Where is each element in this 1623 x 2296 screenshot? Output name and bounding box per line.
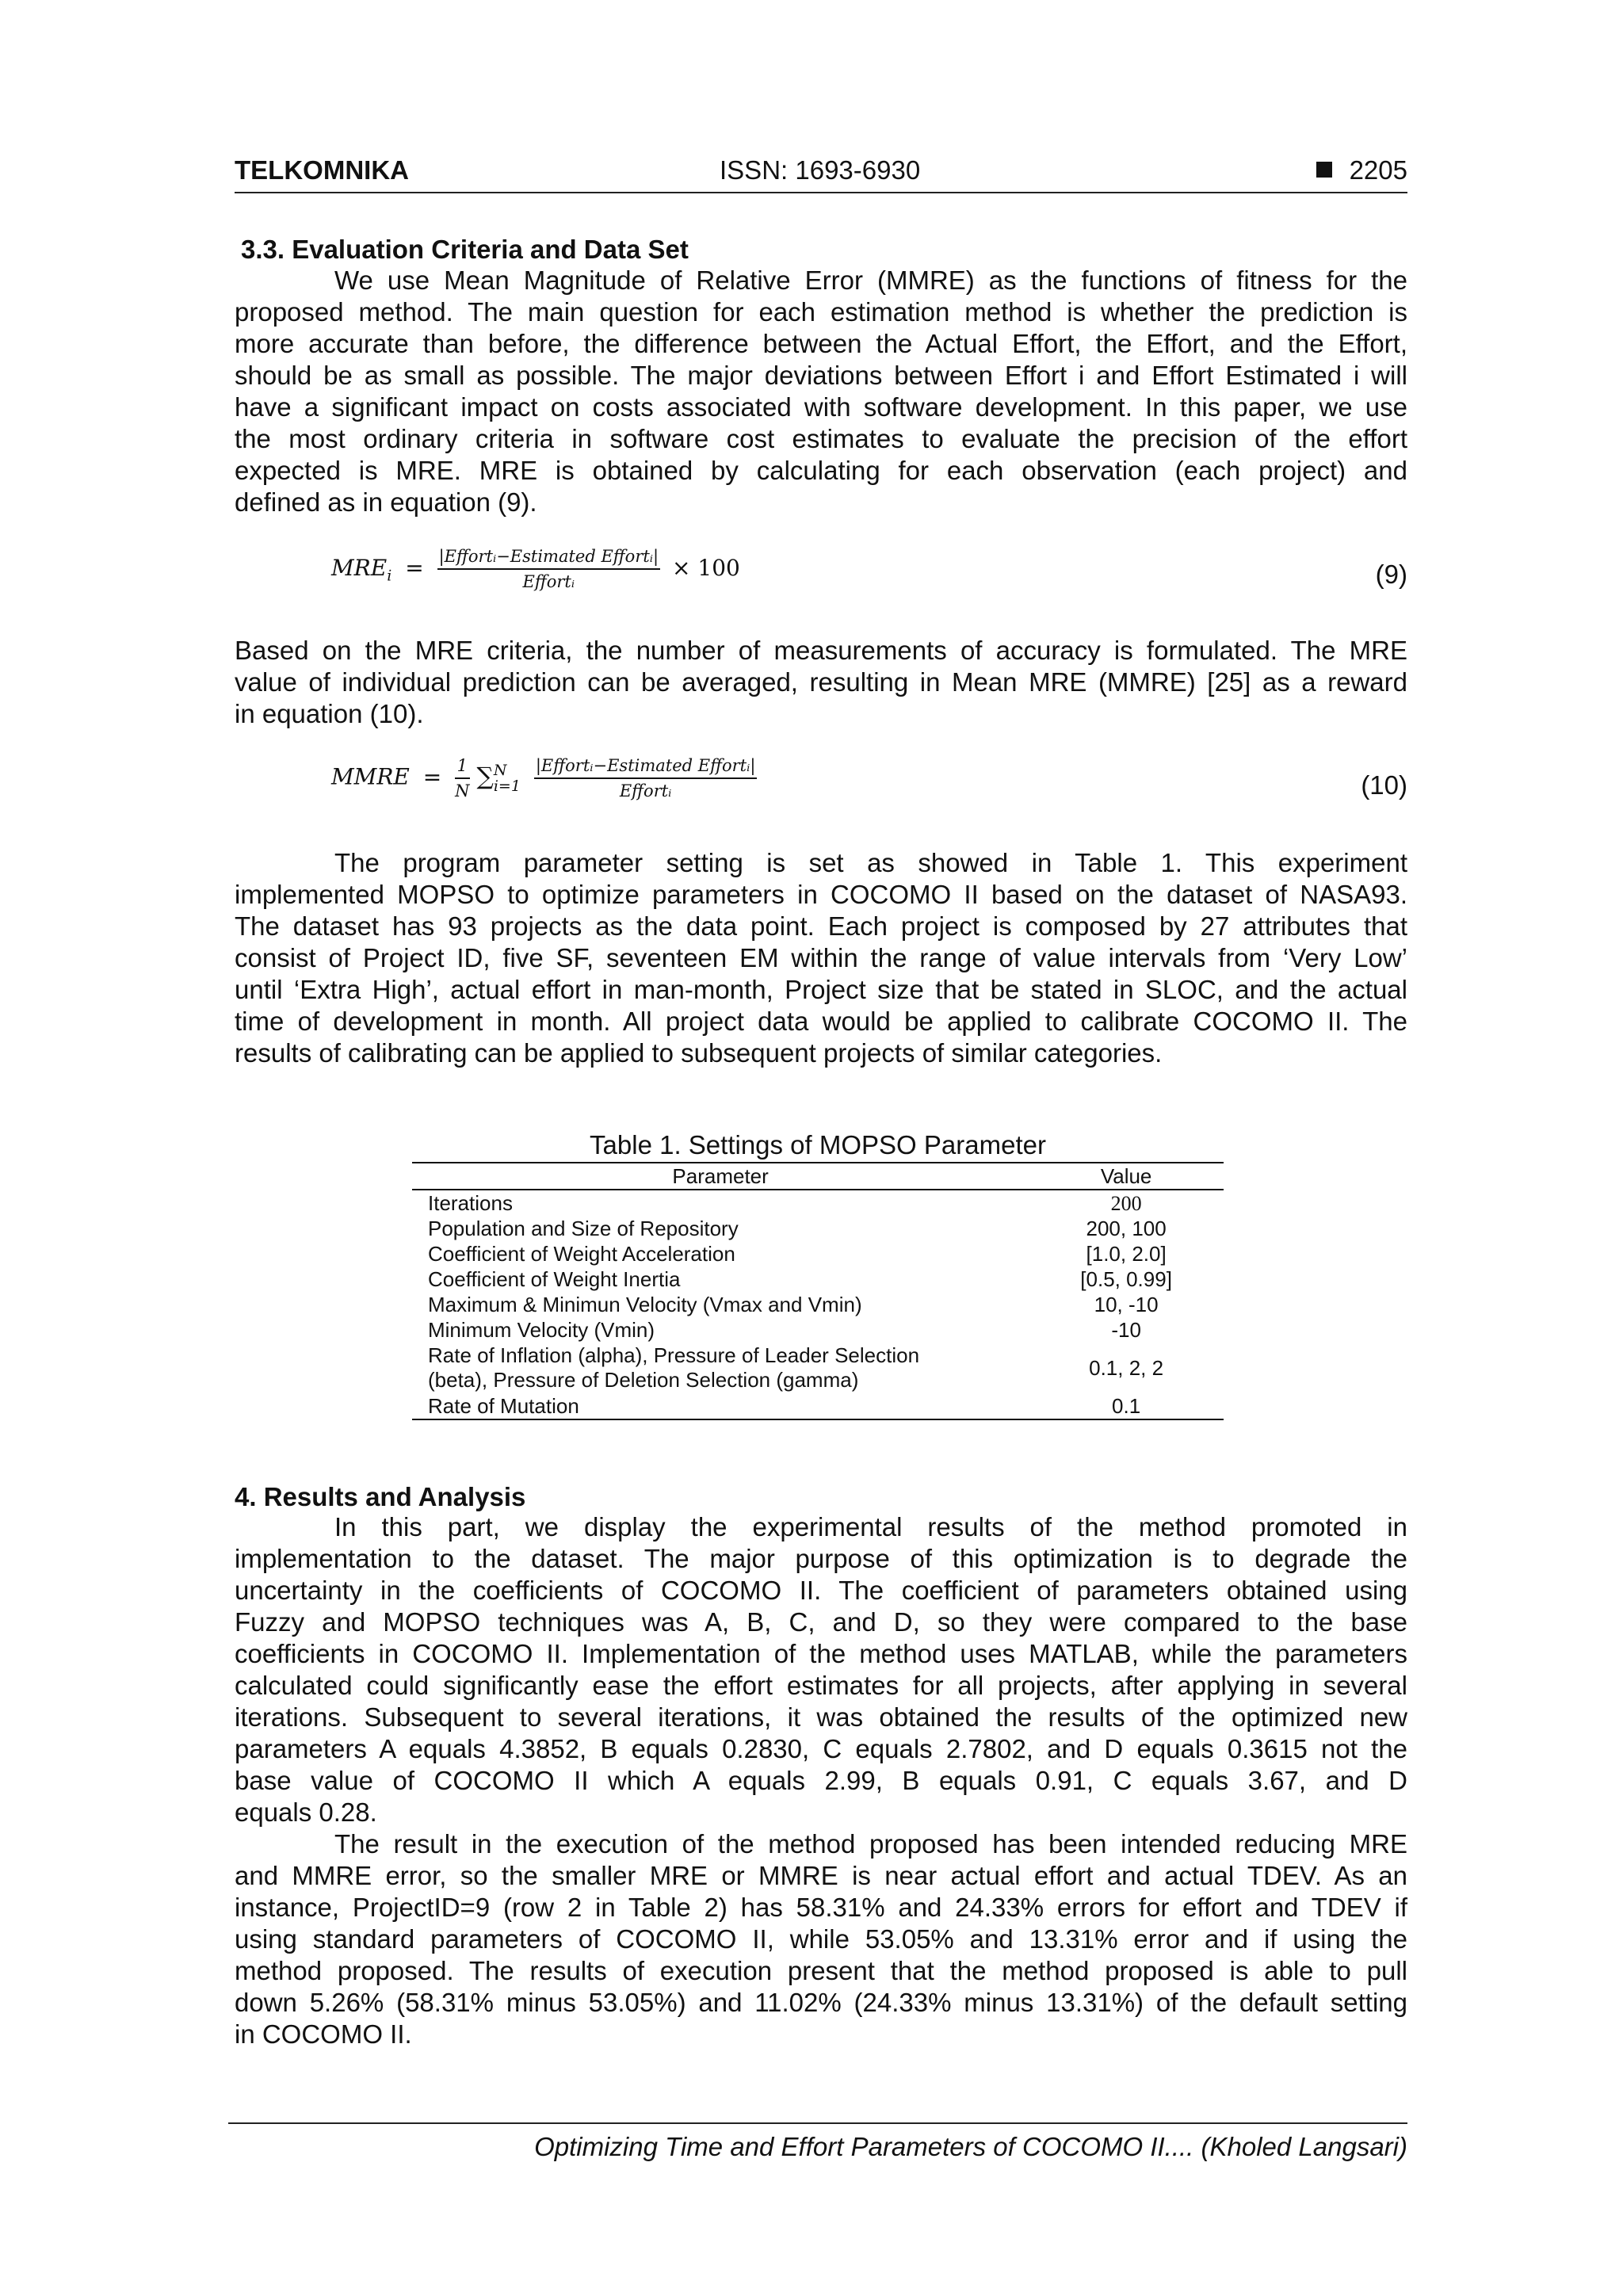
- paragraph-evaluation-criteria: [235, 265, 1407, 518]
- value-cell: [0.5, 0.99]: [1080, 1266, 1172, 1291]
- paragraph-mre-criteria: [235, 635, 1407, 730]
- equation-number-10: (10): [1361, 770, 1407, 800]
- value-cell: -10: [1111, 1317, 1141, 1342]
- text-line: and MMRE error, so the smaller MRE or MMRE is near actual effort and actual TDEV. As an: [235, 1861, 1407, 1890]
- equation-fraction: $\frac{\text{|Effortᵢ−Estimated Effortᵢ|}}{\text{Effortᵢ}}$: [535, 756, 756, 800]
- text-line: Fuzzy and MOPSO techniques was A, B, C, and D, so they were compared to the base: [235, 1607, 1407, 1637]
- text-line: In this part, we display the experimental results of the method promoted in: [334, 1512, 1407, 1541]
- table-row: [412, 1266, 1224, 1292]
- equation-fraction-one-over-n: $\frac{1}{N}$: [455, 756, 470, 800]
- text-line: time of development in month. All project data would be applied to calibrate COCOMO II. The: [235, 1007, 1407, 1036]
- section-heading-3-3: 3.3. Evaluation Criteria and Data Set: [241, 235, 689, 264]
- text-line: coefficients in COCOMO II. Implementation of the method uses MATLAB, while the parameters: [235, 1639, 1407, 1668]
- table-row: [412, 1292, 1224, 1317]
- parameter-cell: Iterations: [428, 1190, 513, 1215]
- value-cell: [1.0, 2.0]: [1086, 1241, 1167, 1266]
- issn: ISSN: 1693-6930: [720, 155, 921, 185]
- text-line: iterations. Subsequent to several iterations, it was obtained the results of the optimized new: [235, 1702, 1407, 1732]
- parameter-cell: Rate of Mutation: [412, 1393, 1029, 1419]
- parameter-cell: Rate of Inflation (alpha), Pressure of Leader Selection (beta), Pressure of Deletion Selection (gamma): [428, 1343, 920, 1392]
- parameter-cell: Maximum & Minimun Velocity (Vmax and Vmin): [428, 1292, 862, 1316]
- column-header-parameter: Parameter: [412, 1163, 1029, 1190]
- parameter-cell: Coefficient of Weight Acceleration: [428, 1241, 735, 1266]
- equation-number-9: (9): [1375, 560, 1407, 589]
- paragraph-program-setting: [235, 847, 1407, 1069]
- equation-9: $MRE_i$ = $\frac{\text{|Effortᵢ−Estimated Effortᵢ|}}{\text{Effortᵢ}}$ × 100: [331, 547, 740, 591]
- value-cell: 200, 100: [1086, 1216, 1167, 1240]
- table-row: [412, 1241, 1224, 1266]
- text-line: expected is MRE. MRE is obtained by calculating for each observation (each project) and: [235, 456, 1407, 485]
- text-line: using standard parameters of COCOMO II, while 53.05% and 13.31% error and if using the: [235, 1924, 1407, 1954]
- text-line: consist of Project ID, five SF, seventeen EM within the range of value intervals from ‘Very Low’: [235, 943, 1407, 972]
- table-row: [412, 1216, 1224, 1241]
- text-line: implementation to the dataset. The major purpose of this optimization is to degrade the: [235, 1544, 1407, 1573]
- value-cell: 0.1, 2, 2: [1089, 1355, 1164, 1380]
- text-line: equals 0.28.: [235, 1797, 377, 1827]
- column-header-value: Value: [1029, 1163, 1224, 1190]
- page-number: 2205: [1349, 155, 1407, 185]
- text-line: method proposed. The results of execution present that the method proposed is able to pull: [235, 1956, 1407, 1985]
- journal-name: TELKOMNIKA: [235, 155, 409, 185]
- text-line: instance, ProjectID=9 (row 2 in Table 2) has 58.31% and 24.33% errors for effort and TDEV if: [235, 1893, 1407, 1922]
- section-heading-4: 4. Results and Analysis: [235, 1482, 526, 1511]
- text-line: We use Mean Magnitude of Relative Error (MMRE) as the functions of fitness for the: [334, 266, 1407, 295]
- text-line: should be as small as possible. The major deviations between Effort i and Effort Estimated i will: [235, 361, 1407, 390]
- table-row: [412, 1190, 1224, 1216]
- mopso-settings-table: [412, 1162, 1224, 1420]
- square-bullet-icon: [1316, 162, 1332, 178]
- text-line: have a significant impact on costs associated with software development. In this paper, we use: [235, 392, 1407, 422]
- equation-10: MMRE = $\frac{1}{N}$ ∑ N i=1 $\frac{\text{|Effortᵢ−Estimated Effortᵢ|}}{\text{Effortᵢ}}$: [331, 756, 756, 800]
- text-line: uncertainty in the coefficients of COCOMO II. The coefficient of parameters obtained using: [235, 1576, 1407, 1605]
- parameter-cell: Coefficient of Weight Inertia: [428, 1266, 681, 1291]
- text-line: calculated could significantly ease the effort estimates for all projects, after applying in several: [235, 1671, 1407, 1700]
- table-row: [412, 1343, 1224, 1393]
- value-cell: 0.1: [1029, 1393, 1224, 1419]
- running-header: [235, 155, 1407, 193]
- paragraph-results-1: [235, 1511, 1407, 1828]
- text-line: the most ordinary criteria in software cost estimates to evaluate the precision of the effort: [235, 424, 1407, 453]
- parameter-cell: Minimum Velocity (Vmin): [428, 1317, 655, 1342]
- text-line: results of calibrating can be applied to subsequent projects of similar categories.: [235, 1038, 1163, 1068]
- text-line: in equation (10).: [235, 699, 424, 728]
- paragraph-results-2: [235, 1828, 1407, 2050]
- text-line: implemented MOPSO to optimize parameters in COCOMO II based on the dataset of NASA93.: [235, 880, 1407, 909]
- text-line: parameters A equals 4.3852, B equals 0.2830, C equals 2.7802, and D equals 0.3615 not the: [235, 1734, 1407, 1763]
- text-line: in COCOMO II.: [235, 2019, 412, 2049]
- text-line: The dataset has 93 projects as the data point. Each project is composed by 27 attributes that: [235, 911, 1407, 941]
- text-line: The program parameter setting is set as showed in Table 1. This experiment: [334, 848, 1407, 877]
- text-line: until ‘Extra High’, actual effort in man-month, Project size that be stated in SLOC, and the actual: [235, 975, 1407, 1004]
- text-line: Based on the MRE criteria, the number of measurements of accuracy is formulated. The MRE: [235, 636, 1407, 665]
- value-cell: 10, -10: [1094, 1292, 1159, 1316]
- page-number-block: [1316, 155, 1407, 185]
- text-line: proposed method. The main question for each estimation method is whether the prediction is: [235, 297, 1407, 327]
- text-line: more accurate than before, the difference between the Actual Effort, the Effort, and the Effort,: [235, 329, 1407, 358]
- table-row: [412, 1393, 1224, 1419]
- running-footer: [228, 2122, 1407, 2161]
- equation-lhs: $MRE_i$: [331, 554, 392, 585]
- text-line: down 5.26% (58.31% minus 53.05%) and 11.02% (24.33% minus 13.31%) of the default setting: [235, 1988, 1407, 2017]
- text-line: base value of COCOMO II which A equals 2.99, B equals 0.91, C equals 3.67, and D: [235, 1766, 1407, 1795]
- footer-title: Optimizing Time and Effort Parameters of COCOMO II.... (Kholed Langsari): [534, 2132, 1407, 2161]
- text-line: The result in the execution of the method proposed has been intended reducing MRE: [334, 1829, 1407, 1859]
- parameter-cell: Population and Size of Repository: [428, 1216, 739, 1240]
- text-line: defined as in equation (9).: [235, 487, 537, 517]
- equation-fraction: $\frac{\text{|Effortᵢ−Estimated Effortᵢ|}}{\text{Effortᵢ}}$: [438, 547, 659, 591]
- value-cell: 200: [1110, 1191, 1142, 1215]
- text-line: value of individual prediction can be averaged, resulting in Mean MRE (MMRE) [25] as a reward: [235, 667, 1407, 697]
- table-caption: Table 1. Settings of MOPSO Parameter: [590, 1130, 1046, 1159]
- table-row: [412, 1317, 1224, 1343]
